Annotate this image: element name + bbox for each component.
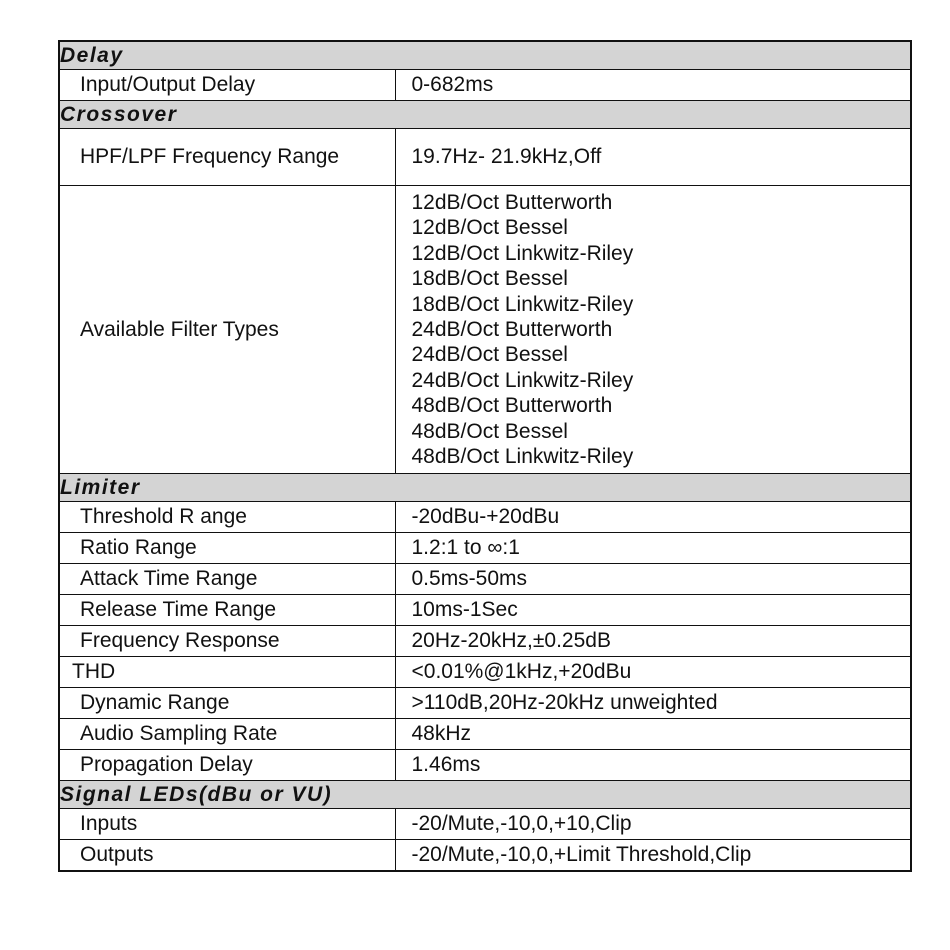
spec-label: Ratio Range [59, 533, 395, 564]
spec-table [58, 40, 912, 872]
spec-value: 20Hz-20kHz,±0.25dB [395, 626, 911, 657]
filter-type-item: 12dB/Oct Bessel [411, 216, 568, 240]
spec-label: Attack Time Range [59, 564, 395, 595]
spec-value: 1.46ms [395, 750, 911, 781]
table-row [59, 564, 911, 595]
section-header-delay [59, 41, 911, 70]
filter-type-item: 48dB/Oct Butterworth [411, 394, 613, 418]
table-row [59, 129, 911, 186]
spec-value: 1.2:1 to ∞:1 [395, 533, 911, 564]
filter-type-item: 24dB/Oct Linkwitz-Riley [411, 368, 634, 392]
spec-label: Frequency Response [59, 626, 395, 657]
spec-label: Audio Sampling Rate [59, 719, 395, 750]
filter-type-item: 24dB/Oct Bessel [411, 343, 568, 367]
table-row [59, 626, 911, 657]
spec-label: Input/Output Delay [59, 70, 395, 101]
spec-label: Propagation Delay [59, 750, 395, 781]
filter-type-item: 24dB/Oct Butterworth [411, 318, 613, 342]
section-header-crossover [59, 101, 911, 129]
spec-label: THD [59, 657, 395, 688]
table-row [59, 809, 911, 840]
spec-value: -20/Mute,-10,0,+10,Clip [395, 809, 911, 840]
spec-value: 10ms-1Sec [395, 595, 911, 626]
section-title: Crossover [59, 101, 911, 129]
spec-label: Threshold R ange [59, 502, 395, 533]
table-row [59, 70, 911, 101]
spec-label: Available Filter Types [59, 186, 395, 474]
table-row [59, 533, 911, 564]
spec-value: 48kHz [395, 719, 911, 750]
filter-type-item: 48dB/Oct Linkwitz-Riley [411, 445, 634, 469]
table-row-filter-types [59, 186, 911, 474]
spec-label: Inputs [59, 809, 395, 840]
table-row [59, 688, 911, 719]
filter-type-item: 18dB/Oct Bessel [411, 267, 568, 291]
spec-label: HPF/LPF Frequency Range [59, 129, 395, 186]
section-title: Signal LEDs(dBu or VU) [59, 781, 911, 809]
table-row [59, 657, 911, 688]
spec-value: -20/Mute,-10,0,+Limit Threshold,Clip [395, 840, 911, 872]
filter-type-item: 12dB/Oct Butterworth [411, 191, 613, 214]
section-header-signal-leds [59, 781, 911, 809]
filter-types-list [395, 186, 911, 474]
table-row [59, 750, 911, 781]
filter-type-item: 48dB/Oct Bessel [411, 419, 568, 443]
table-row [59, 840, 911, 872]
table-row [59, 502, 911, 533]
spec-value: <0.01%@1kHz,+20dBu [395, 657, 911, 688]
spec-label: Outputs [59, 840, 395, 872]
section-header-limiter [59, 474, 911, 502]
section-title: Delay [59, 41, 911, 70]
spec-value: -20dBu-+20dBu [395, 502, 911, 533]
spec-value: 0.5ms-50ms [395, 564, 911, 595]
spec-value: 0-682ms [395, 70, 911, 101]
table-row [59, 595, 911, 626]
section-title: Limiter [59, 474, 911, 502]
filter-type-item: 18dB/Oct Linkwitz-Riley [411, 292, 634, 316]
filter-type-item: 12dB/Oct Linkwitz-Riley [411, 241, 634, 265]
spec-label: Dynamic Range [59, 688, 395, 719]
table-row [59, 719, 911, 750]
spec-label: Release Time Range [59, 595, 395, 626]
spec-value: >110dB,20Hz-20kHz unweighted [395, 688, 911, 719]
spec-value: 19.7Hz- 21.9kHz,Off [395, 129, 911, 186]
